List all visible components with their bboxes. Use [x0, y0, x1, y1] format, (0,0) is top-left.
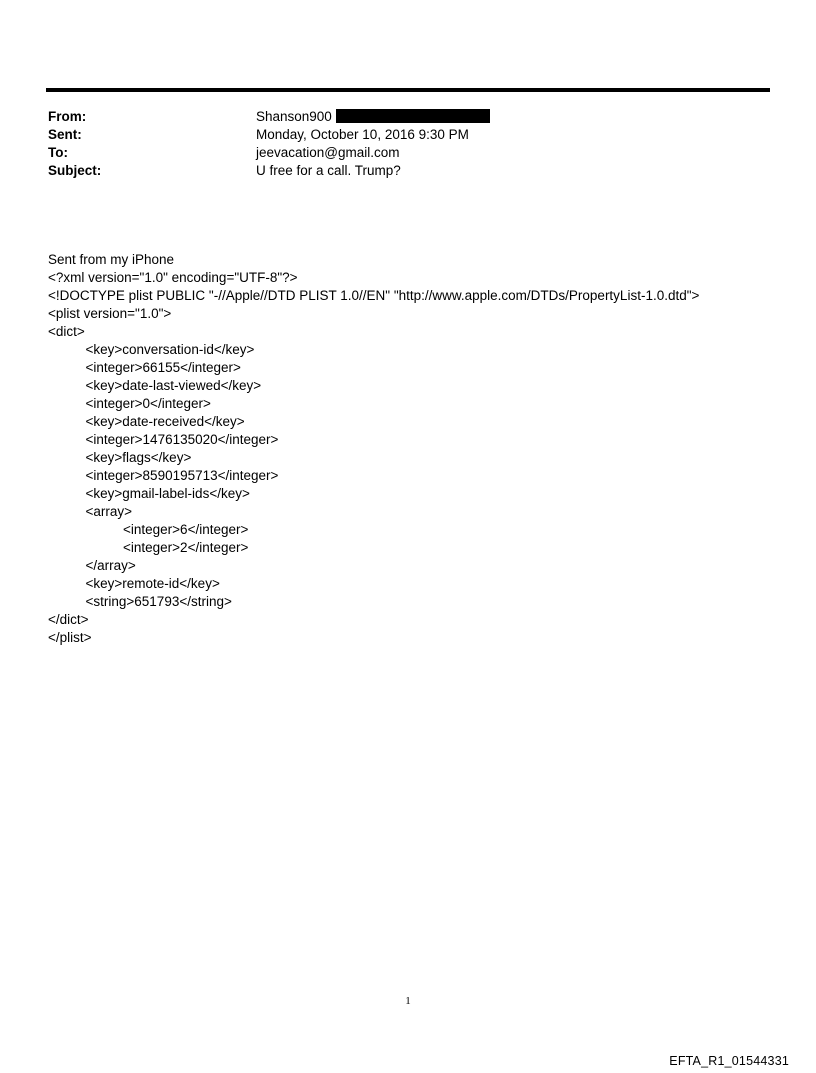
body-line: <?xml version="1.0" encoding="UTF-8"?>	[48, 270, 298, 285]
email-body	[48, 251, 788, 647]
page-number: 1	[405, 995, 411, 1007]
bates-number: EFTA_R1_01544331	[669, 1054, 789, 1068]
body-line: <integer>66155</integer>	[48, 360, 241, 375]
body-line: <key>date-last-viewed</key>	[48, 378, 262, 393]
body-line: <key>conversation-id</key>	[48, 342, 255, 357]
to-label: To:	[48, 145, 68, 160]
to-row	[48, 144, 748, 162]
body-line: <string>651793</string>	[48, 594, 232, 609]
body-line: <!DOCTYPE plist PUBLIC "-//Apple//DTD PLIST 1.0//EN" "http://www.apple.com/DTDs/PropertyList-1.0.dtd">	[48, 288, 700, 303]
body-line: </array>	[48, 558, 136, 573]
body-line: <dict>	[48, 324, 85, 339]
body-line: <integer>1476135020</integer>	[48, 432, 279, 447]
header-divider	[46, 88, 770, 92]
body-line: </dict>	[48, 612, 89, 627]
sent-row	[48, 126, 748, 144]
body-line: <integer>2</integer>	[48, 540, 249, 555]
body-line: </plist>	[48, 630, 92, 645]
from-row	[48, 108, 748, 126]
body-line: <key>date-received</key>	[48, 414, 245, 429]
body-line: <integer>0</integer>	[48, 396, 211, 411]
to-value: jeevacation@gmail.com	[256, 145, 400, 160]
from-value	[256, 108, 490, 126]
body-line: <plist version="1.0">	[48, 306, 172, 321]
body-line: Sent from my iPhone	[48, 252, 175, 267]
body-line: <key>flags</key>	[48, 450, 192, 465]
subject-value: U free for a call. Trump?	[256, 163, 401, 178]
body-line: <key>gmail-label-ids</key>	[48, 486, 250, 501]
from-name: Shanson900	[256, 109, 332, 124]
sent-value: Monday, October 10, 2016 9:30 PM	[256, 127, 469, 142]
body-line: <array>	[48, 504, 133, 519]
body-line: <integer>8590195713</integer>	[48, 468, 279, 483]
body-line: <integer>6</integer>	[48, 522, 249, 537]
subject-row	[48, 162, 748, 180]
redaction-bar	[336, 109, 490, 123]
body-line: <key>remote-id</key>	[48, 576, 220, 591]
from-label: From:	[48, 109, 87, 124]
subject-label: Subject:	[48, 163, 102, 178]
sent-label: Sent:	[48, 127, 82, 142]
